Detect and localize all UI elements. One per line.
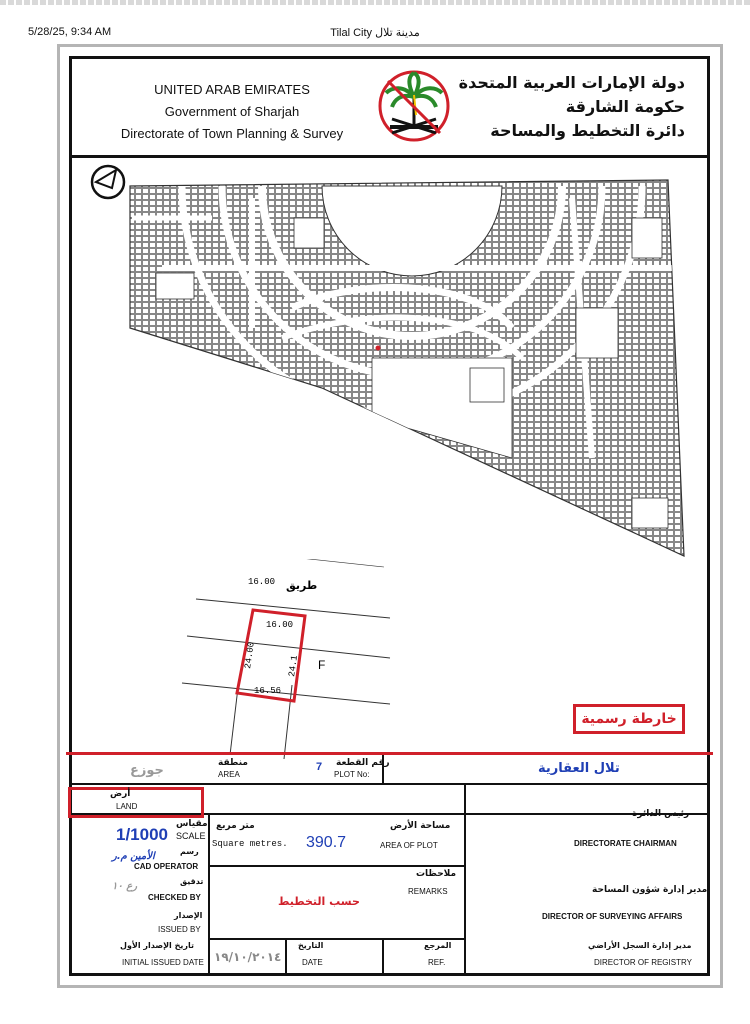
- plot-area-label-ar: مساحة الأرض: [390, 821, 451, 831]
- official-map-stamp: خارطة رسمية: [573, 704, 685, 734]
- header-english: [102, 79, 362, 145]
- chairman-label-en: DIRECTORATE CHAIRMAN: [574, 839, 677, 848]
- initial-date-label-ar: تاريخ الإصدار الأول: [120, 941, 194, 950]
- registry-label-ar: مدير إدارة السجل الأراضي: [588, 941, 692, 950]
- checked-signature: رع ١٠: [112, 881, 138, 892]
- ref-label-en: REF.: [428, 958, 446, 967]
- checked-label-ar: تدقيق: [180, 877, 204, 886]
- issued-label-ar: الإصدار: [174, 911, 203, 920]
- surveying-label-ar: مدير إدارة شؤون المساحة: [592, 885, 708, 895]
- header-directorate: Directorate of Town Planning & Survey: [120, 126, 344, 141]
- remarks-label-ar: ملاحظات: [416, 869, 457, 879]
- registry-label-en: DIRECTOR OF REGISTRY: [594, 958, 692, 967]
- plot-info-table: [72, 755, 707, 973]
- header-government-ar: حكومة الشارقة: [565, 97, 685, 116]
- document-header: [72, 59, 707, 158]
- scale-label-ar: مقياس: [176, 819, 208, 829]
- issue-date-value: ١٩/١٠/٢٠١٤: [214, 950, 282, 964]
- sharjah-emblem-icon: [376, 67, 452, 145]
- land-label-en: LAND: [116, 802, 138, 811]
- checked-label-en: CHECKED BY: [148, 893, 201, 902]
- city-master-plan: [72, 158, 707, 558]
- road-width-label: 16.00: [248, 577, 276, 587]
- header-arabic: [455, 71, 685, 143]
- plot-right-dimension: 24.1: [287, 654, 300, 678]
- cad-operator-signature: الأمين م.ر: [112, 851, 155, 862]
- unit-label-en: Square metres.: [212, 839, 288, 849]
- land-label-ar: أرض: [110, 789, 131, 799]
- plot-label-ar: رقم القطعة: [336, 758, 390, 768]
- surveying-label-en: DIRECTOR OF SURVEYING AFFAIRS: [542, 912, 683, 921]
- print-page-title: Tilal City مدينة تلال: [330, 27, 420, 39]
- header-government: Government of Sharjah: [164, 104, 300, 119]
- plot-number-value: 7: [316, 761, 323, 773]
- ref-label-ar: المرجع: [424, 941, 452, 950]
- scale-label-en: SCALE: [176, 831, 206, 841]
- cad-label-ar: رسم: [180, 847, 199, 856]
- road-label: طريق: [286, 579, 318, 592]
- remarks-label-en: REMARKS: [408, 887, 448, 896]
- header-directorate-ar: دائرة التخطيط والمساحة: [490, 121, 685, 140]
- initial-date-label-en: INITIAL ISSUED DATE: [122, 958, 204, 967]
- print-date: 5/28/25, 9:34 AM: [28, 26, 112, 38]
- header-country: UNITED ARAB EMIRATES: [154, 82, 310, 97]
- area-label-en: AREA: [218, 770, 240, 779]
- plot-area-label-en: AREA OF PLOT: [380, 841, 438, 850]
- zone-value: جوزع: [130, 763, 164, 778]
- remarks-value: حسب التخطيط: [278, 895, 360, 908]
- plot-area-value: 390.7: [306, 834, 347, 851]
- chairman-label-ar: رئيس الدائرة: [632, 809, 690, 819]
- plot-top-dimension: 16.00: [266, 620, 294, 630]
- date-label-ar: التاريخ: [298, 941, 324, 950]
- plot-left-dimension: 24.00: [243, 641, 257, 670]
- browser-top-rule: [0, 0, 750, 5]
- area-label-ar: منطقة: [218, 758, 248, 768]
- north-arrow-icon: [92, 166, 124, 198]
- scale-value: 1/1000: [116, 825, 168, 844]
- cad-label-en: CAD OPERATOR: [134, 862, 199, 871]
- unit-label-ar: متر مربع: [216, 821, 255, 831]
- developer-name: تلال العقارية: [538, 761, 620, 776]
- header-country-ar: دولة الإمارات العربية المتحدة: [458, 73, 685, 92]
- plot-bottom-dimension: 16.56: [254, 686, 282, 696]
- plot-marker: F: [318, 658, 326, 672]
- plot-label-en: PLOT No:: [334, 770, 370, 779]
- date-label-en: DATE: [302, 958, 323, 967]
- issued-label-en: ISSUED BY: [158, 925, 201, 934]
- plot-certificate: [69, 56, 710, 976]
